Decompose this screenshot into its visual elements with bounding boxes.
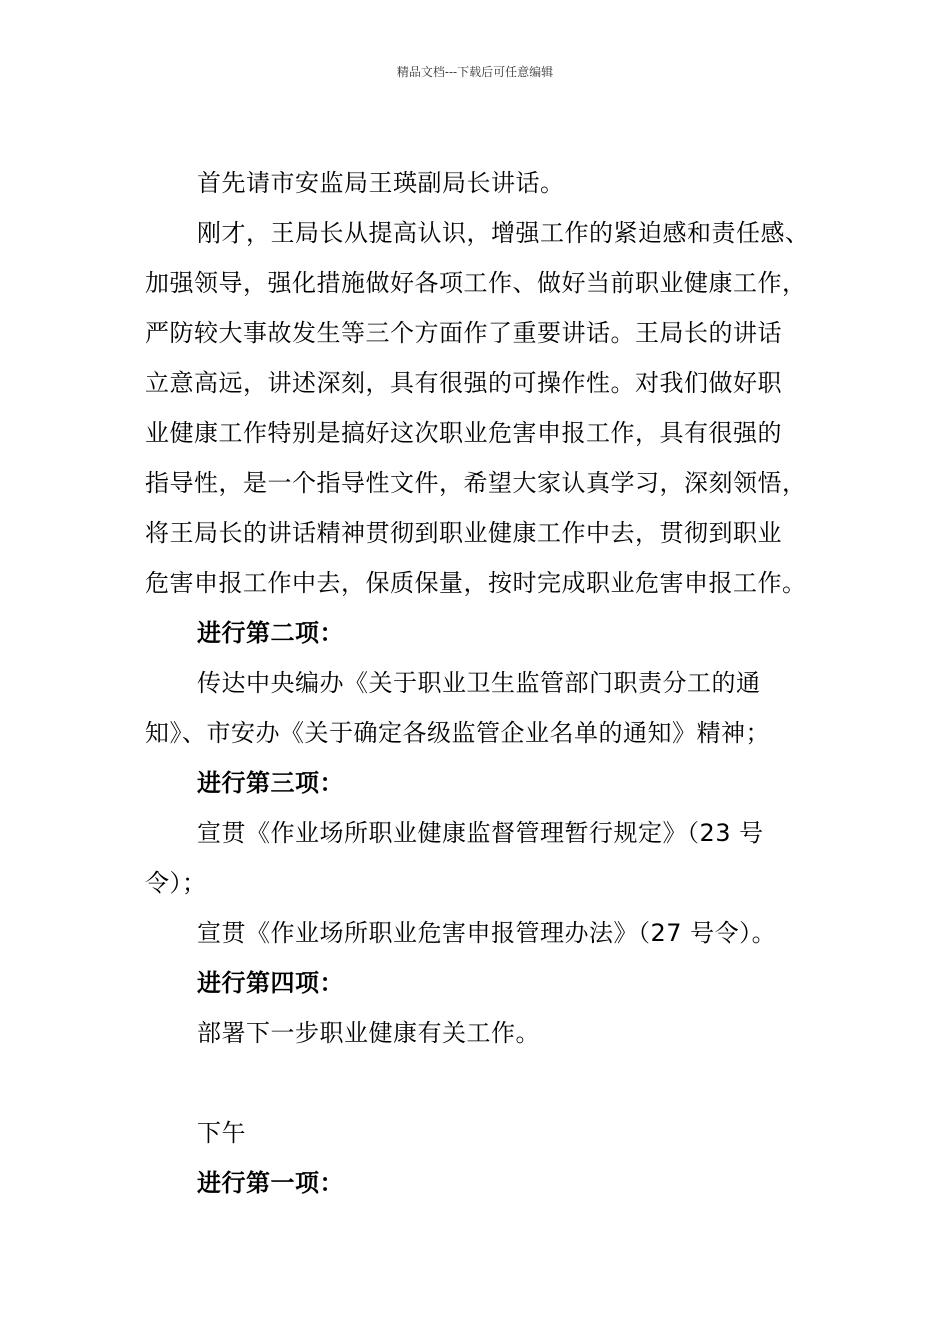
paragraph-line: 刚才，王局长从提高认识，增强工作的紧迫感和责任感、	[197, 219, 810, 247]
paragraph-item-3a	[145, 808, 835, 908]
paragraph-line: 传达中央编办《关于职业卫生监管部门职责分工的通	[197, 669, 761, 697]
section-heading-item-3: 进行第三项：	[197, 769, 344, 797]
paragraph-line: 令）；	[145, 869, 207, 897]
section-heading-item-1: 进行第一项：	[197, 1169, 344, 1197]
paragraph-line: 立意高远，讲述深刻，具有很强的可操作性。对我们做好职	[145, 369, 782, 397]
paragraph-line: 危害申报工作中去，保质保量，按时完成职业危害申报工作。	[145, 569, 807, 597]
section-heading-item-2: 进行第二项：	[197, 619, 344, 647]
paragraph-item-4: 部署下一步职业健康有关工作。	[197, 1019, 540, 1047]
paragraph-intro: 首先请市安监局王瑛副局长讲话。	[197, 169, 565, 197]
paragraph-item-2	[145, 658, 835, 758]
paragraph-item-3b: 宣贯《作业场所职业危害申报管理办法》（27 号令）。	[197, 919, 777, 947]
section-heading-item-4: 进行第四项：	[197, 969, 344, 997]
paragraph-line: 知》、市安办《关于确定各级监管企业名单的通知》精神；	[145, 719, 770, 747]
paragraph-line: 加强领导，强化措施做好各项工作、做好当前职业健康工作，	[145, 269, 807, 297]
afternoon-label: 下午	[197, 1119, 246, 1147]
document-body	[145, 158, 835, 1208]
paragraph-line: 将王局长的讲话精神贯彻到职业健康工作中去，贯彻到职业	[145, 519, 782, 547]
page-header: 精品文档---下载后可任意编辑	[396, 65, 554, 79]
blank-line	[145, 1058, 835, 1108]
paragraph-line: 严防较大事故发生等三个方面作了重要讲话。王局长的讲话	[145, 319, 782, 347]
paragraph-line: 宣贯《作业场所职业健康监督管理暂行规定》（23 号	[197, 819, 764, 847]
paragraph-summary	[145, 208, 835, 608]
paragraph-line: 指导性，是一个指导性文件，希望大家认真学习，深刻领悟，	[145, 469, 807, 497]
paragraph-line: 业健康工作特别是搞好这次职业危害申报工作，具有很强的	[145, 419, 782, 447]
